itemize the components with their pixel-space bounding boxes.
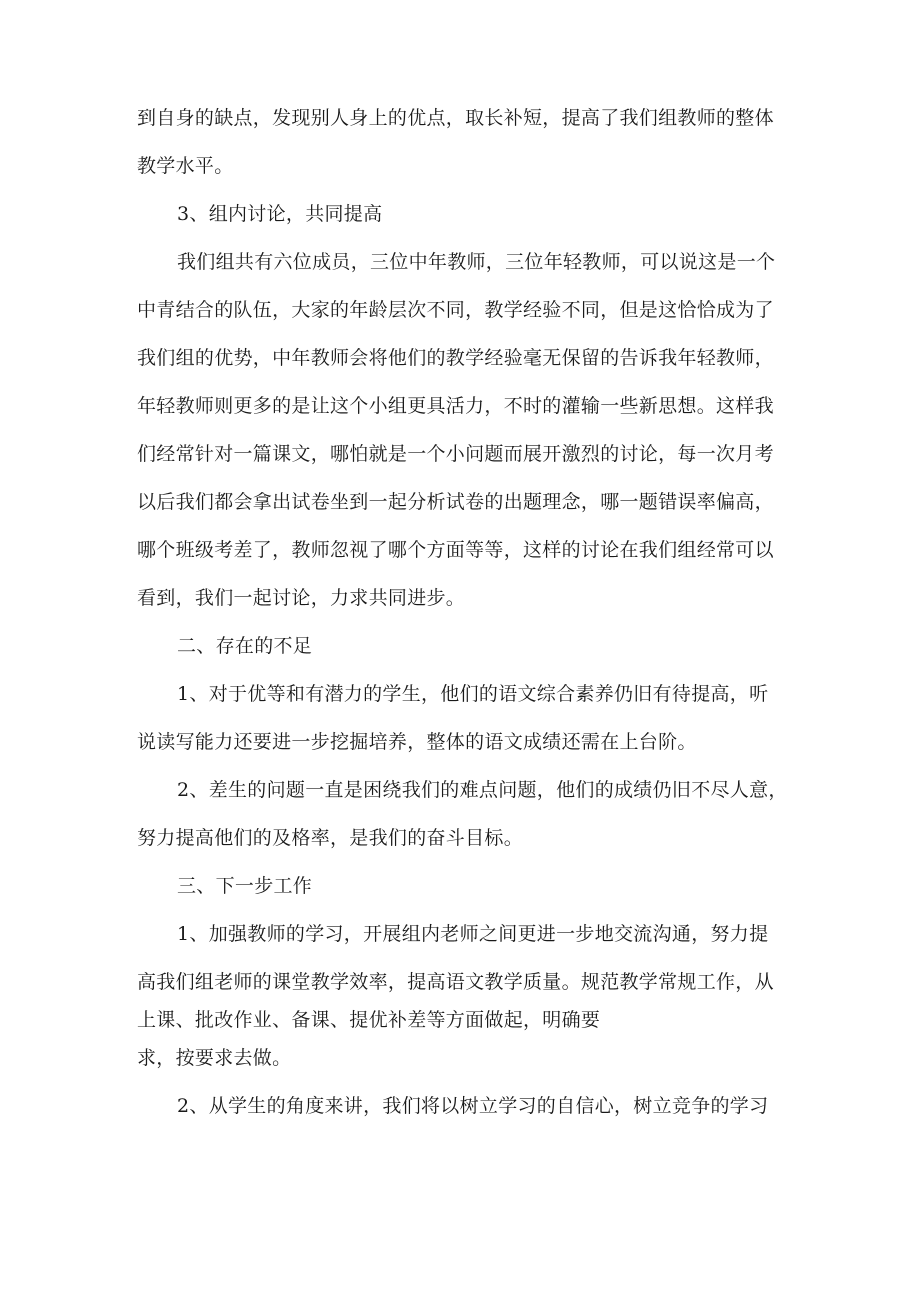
paragraph-line: 中青结合的队伍，大家的年龄层次不同，教学经验不同，但是这恰恰成为了 <box>137 299 774 321</box>
document-body <box>137 94 802 1130</box>
paragraph-line: 们经常针对一篇课文，哪怕就是一个小问题而展开激烈的讨论，每一次月考 <box>137 443 774 465</box>
paragraph-line: 我们组的优势，中年教师会将他们的教学经验毫无保留的告诉我年轻教师， <box>137 347 774 369</box>
paragraph-line: 高我们组老师的课堂教学效率，提高语文教学质量。规范教学常规工作，从 <box>137 971 774 993</box>
paragraph-line: 求，按要求去做。 <box>137 1047 292 1069</box>
paragraph-line: 努力提高他们的及格率，是我们的奋斗目标。 <box>137 827 524 849</box>
section-heading: 二、存在的不足 <box>177 635 313 657</box>
paragraph-line: 2、差生的问题一直是困绕我们的难点问题，他们的成绩仍旧不尽人意， <box>177 779 788 801</box>
paragraph-line: 我们组共有六位成员，三位中年教师，三位年轻教师，可以说这是一个 <box>177 251 776 273</box>
section-heading: 3、组内讨论，共同提高 <box>177 203 383 225</box>
paragraph-line: 说读写能力还要进一步挖掘培养，整体的语文成绩还需在上台阶。 <box>137 731 697 753</box>
paragraph-line: 以后我们都会拿出试卷坐到一起分析试卷的出题理念，哪一题错误率偏高， <box>137 491 774 513</box>
paragraph-line: 年轻教师则更多的是让这个小组更具活力，不时的灌输一些新思想。这样我 <box>137 395 774 417</box>
paragraph-line: 2、从学生的角度来讲，我们将以树立学习的自信心，树立竞争的学习 <box>177 1095 769 1117</box>
paragraph-line: 哪个班级考差了，教师忽视了哪个方面等等，这样的讨论在我们组经常可以 <box>137 539 774 561</box>
section-heading: 三、下一步工作 <box>177 875 313 897</box>
paragraph-line: 看到，我们一起讨论，力求共同进步。 <box>137 587 466 609</box>
paragraph-line: 到自身的缺点，发现别人身上的优点，取长补短，提高了我们组教师的整体 <box>137 107 774 129</box>
paragraph-line: 教学水平。 <box>137 155 234 177</box>
paragraph-line: 1、对于优等和有潜力的学生，他们的语文综合素养仍旧有待提高，听 <box>177 683 769 705</box>
paragraph-line: 上课、批改作业、备课、提优补差等方面做起，明确要 <box>137 1009 601 1031</box>
paragraph-line: 1、加强教师的学习，开展组内老师之间更进一步地交流沟通，努力提 <box>177 923 769 945</box>
